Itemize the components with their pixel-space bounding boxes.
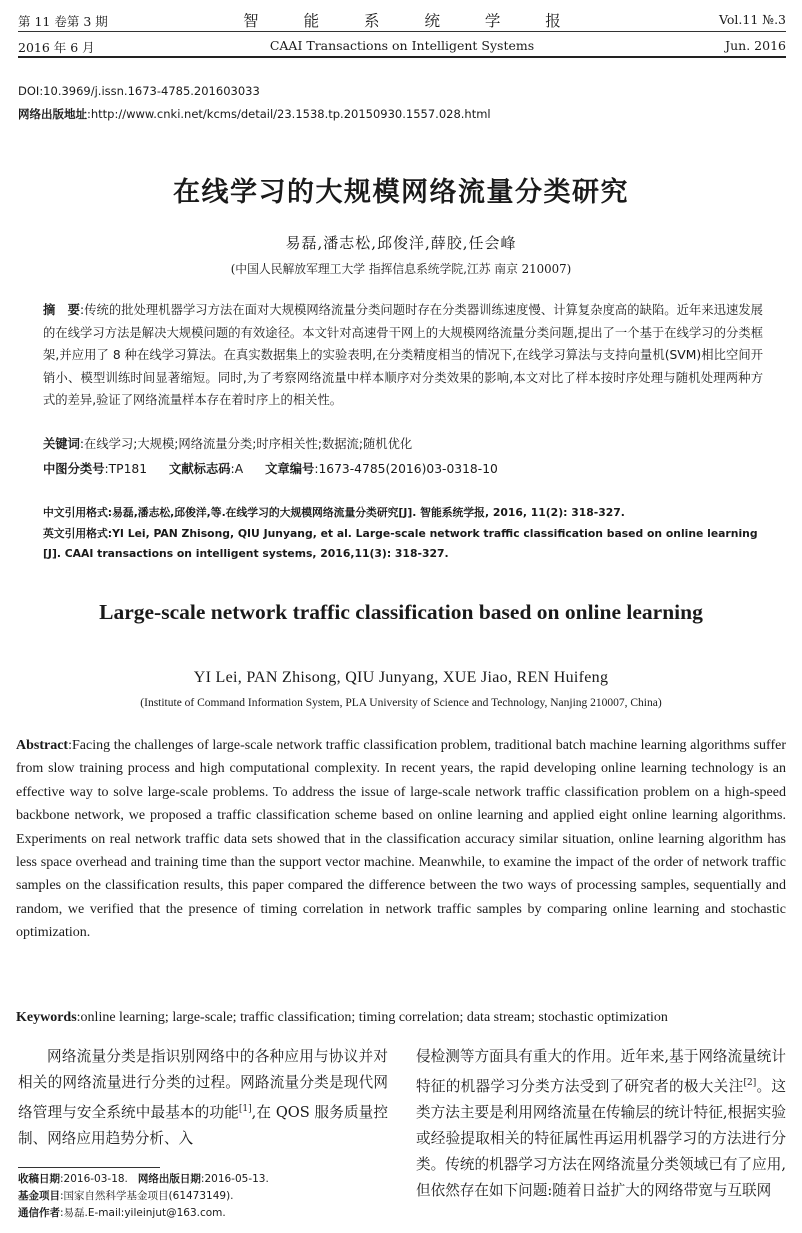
reference-1[interactable]: [1] [238, 1104, 252, 1114]
footnote-author [18, 1205, 269, 1222]
footnotes [18, 1171, 269, 1222]
body-left-text-b: ,在 QOS 服务质量控制、网络应用趋势分析、入 [18, 1103, 389, 1147]
body-right-text-a: 侵检测等方面具有重大的作用。近年来,基于网络流量统计特征的机器学习分类方法受到了研究者的极大关注 [416, 1048, 786, 1095]
received-label: 收稿日期 [18, 1173, 60, 1185]
fund-label: 基金项目 [18, 1190, 60, 1202]
volume-cn: 第 11 卷第 3 期 [18, 14, 108, 29]
reference-2[interactable]: [2] [743, 1078, 757, 1088]
doc-code-value: :A [230, 462, 244, 476]
article-no-value: :1673-4785(2016)03-0318-10 [314, 462, 498, 476]
online-url-value[interactable]: :http://www.cnki.net/kcms/detail/23.1538.tp.20150930.1557.028.html [87, 107, 491, 121]
journal-name-cn: 智 能 系 统 学 报 [243, 12, 581, 30]
title-cn: 在线学习的大规模网络流量分类研究 [173, 177, 629, 208]
abstract-en-text: :Facing the challenges of large-scale network traffic classification problem, traditional batch machine learning algorithms suffer from slow training process and high computational complexity. In recent years, the rapid developing online learning technology is an effective way to solve large-scale problems. To address the issue of large-scale network traffic classification problem on a high-speed backbone network, we proposed a traffic classification scheme based on online learning and applied eight online learning algorithms. Experiments on real network traffic data sets showed that in the classification accuracy similar situation, online learning algorithm has less space overhead and training time than the support vector machine. Meanwhile, to examine the impact of the order of network traffic samples on the classification results, this paper compared the difference between the two ways of processing samples, sequentially and random, we verified that the presence of timing correlation in network traffic samples by comparing online learning and stochastic optimization. [16, 738, 786, 941]
body-column-left [18, 1044, 388, 1152]
abstract-en-label: Abstract [16, 738, 69, 753]
header-divider [18, 31, 786, 32]
received-value: :2016-03-18. [60, 1173, 128, 1185]
abstract-en [16, 734, 786, 945]
doi-value[interactable]: :10.3969/j.issn.1673-4785.201603033 [39, 84, 260, 98]
citation-cn-label: 中文引用格式 [43, 506, 108, 519]
citation-en-text: :YI Lei, PAN Zhisong, QIU Junyang, et al. Large-scale network traffic classification based on online learning [J]. CAAI transactions on intelligent systems, 2016,11(3): 318-327. [43, 527, 758, 560]
keywords-en-text: :online learning; large-scale; traffic classification; timing correlation; data stream; stochastic optimization [76, 1010, 668, 1025]
doc-code-label: 文献标志码 [169, 462, 231, 476]
corresponding-author-label: 通信作者 [18, 1207, 60, 1219]
body-column-right [416, 1044, 786, 1204]
title-en: Large-scale network traffic classification based on online learning [99, 600, 703, 624]
volume-en: Vol.11 №.3 [718, 12, 786, 27]
clc-value: :TP181 [104, 462, 148, 476]
affiliation-cn: (中国人民解放军理工大学 指挥信息系统学院,江苏 南京 210007) [230, 262, 572, 276]
keywords-cn-label: 关键词 [43, 437, 80, 451]
article-no-label: 文章编号 [265, 462, 315, 476]
abstract-cn-text: :传统的批处理机器学习方法在面对大规模网络流量分类问题时存在分类器训练速度慢、计算复杂度高的缺陷。近年来迅速发展的在线学习方法是解决大规模问题的有效途径。本文针对高速骨干网上的大规模网络流量分类问题,提出了一个基于在线学习的分类框架,并应用了 8 种在线学习算法。在真实数据集上的实验表明,在分类精度相当的情况下,在线学习算法与支持向量机(SVM)相比空间开销小、模型训练时间显著缩短。同时,为了考察网络流量中样本顺序对分类效果的影响,本文对比了样本按时序处理与随机处理两种方式的差异,验证了网络流量样本存在着时序上的相关性。 [43, 303, 763, 407]
header-divider-bottom [18, 56, 786, 58]
abstract-cn [43, 299, 763, 412]
clc-label: 中图分类号 [43, 462, 105, 476]
fund-value: :国家自然科学基金项目(61473149). [60, 1190, 234, 1202]
classification-cn [43, 459, 498, 477]
keywords-en [16, 1006, 786, 1029]
online-url-label: 网络出版地址 [18, 107, 87, 121]
footnote-divider [18, 1167, 160, 1168]
date-en: Jun. 2016 [725, 38, 786, 53]
footnote-dates [18, 1171, 269, 1188]
body-right-text-b: 。这类方法主要是利用网络流量在传输层的统计特征,根据实验或经验提取相关的特征属性再运用机器学习的方法进行分类。传统的机器学习方法在网络流量分类领域已有了应用,但依然存在如下问题:随着日益扩大的网络带宽与互联网 [416, 1077, 786, 1199]
online-date-value: :2016-05-13. [200, 1173, 269, 1185]
corresponding-author-value[interactable]: :易磊.E-mail:yileinjut@163.com. [60, 1207, 226, 1219]
journal-name-en: CAAI Transactions on Intelligent Systems [269, 38, 535, 53]
citation-cn-text: :易磊,潘志松,邱俊洋,等.在线学习的大规模网络流量分类研究[J]. 智能系统学报, 2016, 11(2): 318-327. [107, 506, 625, 519]
authors-en: YI Lei, PAN Zhisong, QIU Junyang, XUE Jiao, REN Huifeng [193, 669, 609, 686]
authors-cn: 易磊,潘志松,邱俊洋,薛胶,任会峰 [285, 234, 517, 252]
keywords-cn [43, 434, 412, 452]
body-left-text-a: 网络流量分类是指识别网络中的各种应用与协议并对相关的网络流量进行分类的过程。网路流量分类是现代网络管理与安全系统中最基本的功能 [18, 1048, 388, 1121]
doi-label: DOI [18, 84, 40, 98]
citation-cn [43, 503, 763, 523]
affiliation-en: (Institute of Command Information System, PLA University of Science and Technology, Nanjing 210007, China) [140, 697, 662, 709]
abstract-cn-label: 摘 要 [43, 303, 81, 317]
doi-line [18, 84, 260, 98]
citation-en-label: 英文引用格式 [43, 527, 108, 540]
online-date-label: 网络出版日期 [137, 1173, 201, 1185]
keywords-en-label: Keywords [16, 1010, 77, 1025]
journal-header [18, 10, 786, 56]
date-cn: 2016 年 6 月 [18, 40, 95, 55]
online-url-line [18, 106, 491, 122]
footnote-fund [18, 1188, 269, 1205]
citation-en [43, 524, 763, 564]
keywords-cn-text: :在线学习;大规模;网络流量分类;时序相关性;数据流;随机优化 [79, 437, 413, 451]
